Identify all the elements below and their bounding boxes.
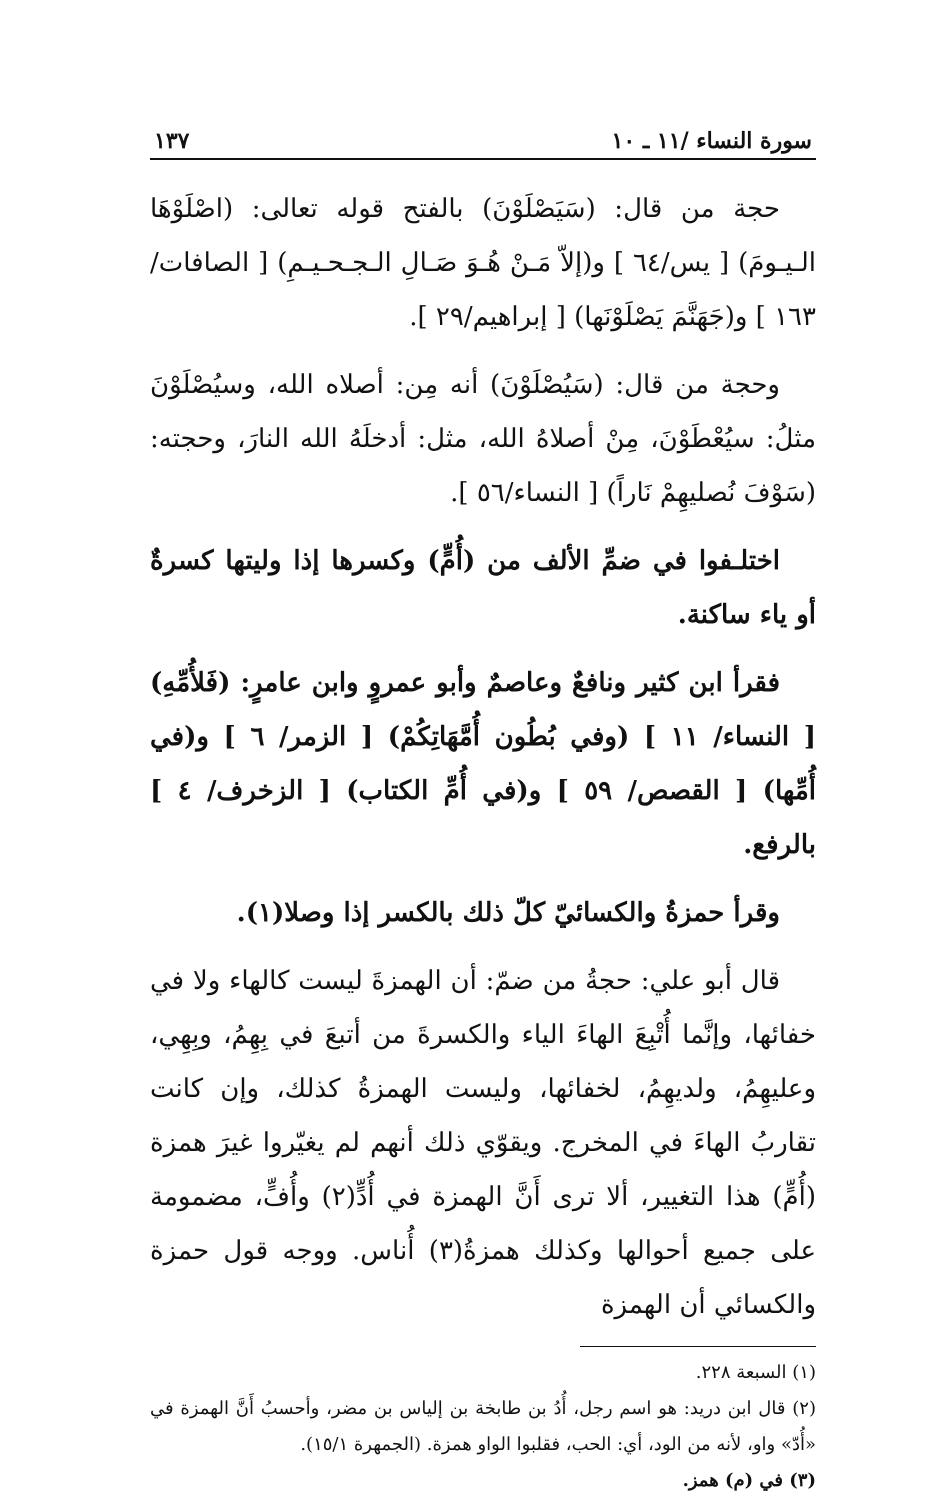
footnote-divider (580, 1346, 816, 1347)
paragraph: وحجة من قال: (سَيُصْلَوْنَ) أنه مِن: أصلاه الله، وسيُصْلَوْنَ مثلُ: سيُعْطَوْنَ، مِنْ أصلاهُ الله، مثل: أدخلَهُ الله النارَ، وحجته: (سَوْفَ نُصليهِمْ نَاراً) [ النساء/٥٦ ]. (150, 370, 816, 508)
book-page (150, 128, 816, 1499)
footnote: (٣) في (م) همز. (682, 1470, 816, 1491)
header-divider (150, 158, 816, 160)
footnote: (٢) قال ابن دريد: هو اسم رجل، أُدُ بن طابخة بن إلياس بن مضر، وأحسبُ أَنَّ الهمزة في «أُدّ» واو، لأنه من الود، أي: الحب، فقلبوا الواو همزة. (الجمهرة ١٥/١). (150, 1398, 816, 1455)
paragraph: حجة من قال: (سَيَصْلَوْنَ) بالفتح قوله تعالى: (اصْلَوْهَا الـيـومَ) [ يس/٦٤ ] و(إلاّ مَـنْ هُـوَ صَـالِ الـجـحـيـمِ) [ الصافات/١٦٣ ] و(جَهَنَّمَ يَصْلَوْنَها) [ إبراهيم/٢٩ ]. (150, 194, 817, 332)
paragraph: وقرأ حمزةُ والكسائيّ كلّ ذلك بالكسر إذا وصلا(١). (236, 898, 780, 928)
surah-reference: سورة النساء /١١ ـ ١٠ (611, 128, 812, 154)
running-header (150, 128, 816, 158)
paragraph: قال أبو علي: حجةُ من ضمّ: أن الهمزةَ ليست كالهاء ولا في خفائها، وإنَّما أُتْبِعَ الهاءَ الياء والكسرةَ من أتبعَ في بِهِمُ، وبِهِي، وعليهِمُ، ولديهِمُ، لخفائها، وليست الهمزةُ كذلك، وإن كانت تقاربُ الهاءَ في المخرج. ويقوّي ذلك أنهم لم يغيّروا غيرَ همزة (أُمٍّ) هذا التغيير، ألا ترى أَنَّ الهمزة في أُدٍّ(٢) وأُفٍّ، مضمومة على جميع أحوالها وكذلك همزةُ(٣) أُناس. ووجه قول حمزة والكسائي أن الهمزة (150, 966, 816, 1320)
paragraph: اختلـفوا في ضمِّ الألف من (أُمٍّ) وكسرها إذا وليتها كسرةٌ أو ياء ساكنة. (150, 546, 816, 630)
footnote: (١) السبعة ٢٢٨. (695, 1362, 816, 1383)
page-number: ١٣٧ (154, 128, 190, 154)
paragraph: فقرأ ابن كثير ونافعٌ وعاصمٌ وأبو عمروٍ وابن عامرٍ: (فَلأُمِّهِ) [ النساء/ ١١ ] (وفي بُطُون أُمَّهَاتِكُمْ) [ الزمر/ ٦ ] و(في أُمِّها) [ القصص/ ٥٩ ] و(في أُمِّ الكتاب) [ الزخرف/ ٤ ] بالرفع. (150, 668, 817, 860)
